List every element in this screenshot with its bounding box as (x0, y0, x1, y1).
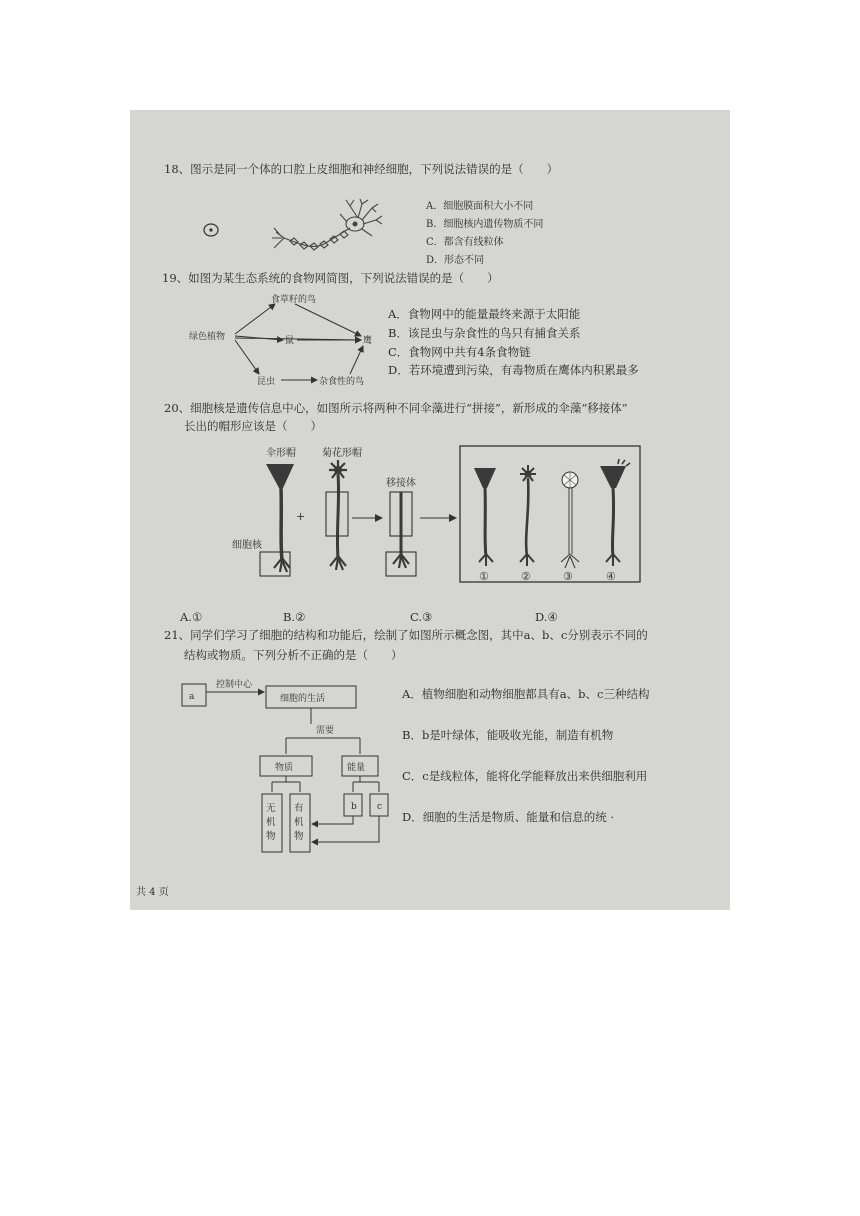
graft-alga (386, 492, 416, 576)
neuron-icon (272, 199, 382, 250)
food-web-diagram (185, 290, 385, 390)
q19-option-c: C．食物网中共有4条食物链 (388, 345, 531, 359)
node-matter: 物质 (275, 763, 294, 773)
q20-stem-line1: 20、细胞核是遗传信息中心，如图所示将两种不同伞藻进行“拼接”，新形成的伞藻“移接体” (164, 401, 628, 415)
q20-stem-line2: 长出的帽形应该是（ ） (184, 419, 322, 433)
node-hawk: 鹰 (363, 336, 373, 346)
label-graft: 移接体 (386, 478, 416, 489)
q21-option-c: C．c是线粒体，能将化学能释放出来供细胞利用 (402, 769, 648, 783)
node-energy: 能量 (347, 763, 366, 773)
num-2: ② (521, 570, 531, 583)
node-a: a (189, 692, 195, 702)
option-3-round-cap (561, 472, 579, 568)
label-need: 需要 (316, 726, 335, 736)
page-footer: 共 4 页 (136, 887, 169, 898)
chrysanthemum-cap-alga (326, 460, 348, 570)
option-1-umbrella (474, 468, 496, 566)
exam-page (130, 110, 730, 910)
q20-option-d: D.④ (535, 610, 558, 624)
node-life: 细胞的生活 (280, 694, 326, 704)
q18-option-a: A．细胞膜面积大小不同 (426, 201, 534, 212)
option-4-umbrella-chrysanthemum (600, 459, 630, 566)
q21-stem-line1: 21、同学们学习了细胞的结构和功能后，绘制了如图所示概念图，其中a、b、c分别表示不同的 (164, 628, 648, 642)
node-organic: 有机物 (294, 803, 304, 842)
q18-option-b: B．细胞核内遗传物质不同 (426, 219, 544, 230)
q21-option-b: B．b是叶绿体，能吸收光能，制造有机物 (402, 728, 614, 742)
label-umbrella-cap: 伞形帽 (266, 448, 296, 459)
num-4: ④ (606, 570, 616, 583)
node-mouse: 鼠 (285, 336, 295, 346)
q19-option-d: D．若环境遭到污染，有毒物质在鹰体内积累最多 (388, 363, 639, 377)
umbrella-algae-figure (230, 440, 650, 590)
q21-option-d: D．细胞的生活是物质、能量和信息的统 · (402, 810, 615, 824)
num-3: ③ (563, 570, 573, 583)
label-nucleus: 细胞核 (232, 540, 262, 551)
q20-option-b: B.② (283, 610, 306, 624)
q19-stem: 19、如图为某生态系统的食物网简图，下列说法错误的是（ ） (162, 271, 499, 285)
node-b: b (351, 802, 357, 812)
q18-option-d: D．形态不同 (426, 255, 485, 266)
epithelial-cell-icon (204, 224, 218, 236)
node-insect: 昆虫 (257, 377, 276, 387)
q20-option-a: A.① (180, 610, 203, 624)
q18-cell-figure (200, 198, 400, 268)
plus-sign: + (296, 510, 306, 523)
num-1: ① (479, 570, 489, 583)
q19-option-a: A．食物网中的能量最终来源于太阳能 (388, 307, 581, 321)
option-2-chrysanthemum (520, 465, 536, 566)
q18-option-c: C．都含有线粒体 (426, 237, 504, 248)
label-control-center: 控制中心 (216, 680, 253, 690)
q20-option-c: C.③ (410, 610, 433, 624)
node-c: c (377, 802, 383, 812)
q19-option-b: B．该昆虫与杂食性的鸟只有捕食关系 (388, 326, 581, 340)
concept-map (178, 678, 398, 860)
node-omnivore-bird: 杂食性的鸟 (319, 377, 365, 387)
q21-stem-line2: 结构或物质。下列分析不正确的是（ ） (184, 648, 403, 662)
q18-stem: 18、图示是同一个体的口腔上皮细胞和神经细胞，下列说法错误的是（ ） (164, 162, 559, 176)
node-seed-bird: 食草籽的鸟 (271, 295, 317, 305)
node-plant: 绿色植物 (189, 332, 226, 342)
node-inorganic: 无机物 (266, 803, 276, 842)
label-chrysanthemum-cap: 菊花形帽 (322, 448, 362, 459)
q21-option-a: A．植物细胞和动物细胞都具有a、b、c三种结构 (402, 687, 650, 701)
umbrella-cap-alga (260, 464, 294, 576)
